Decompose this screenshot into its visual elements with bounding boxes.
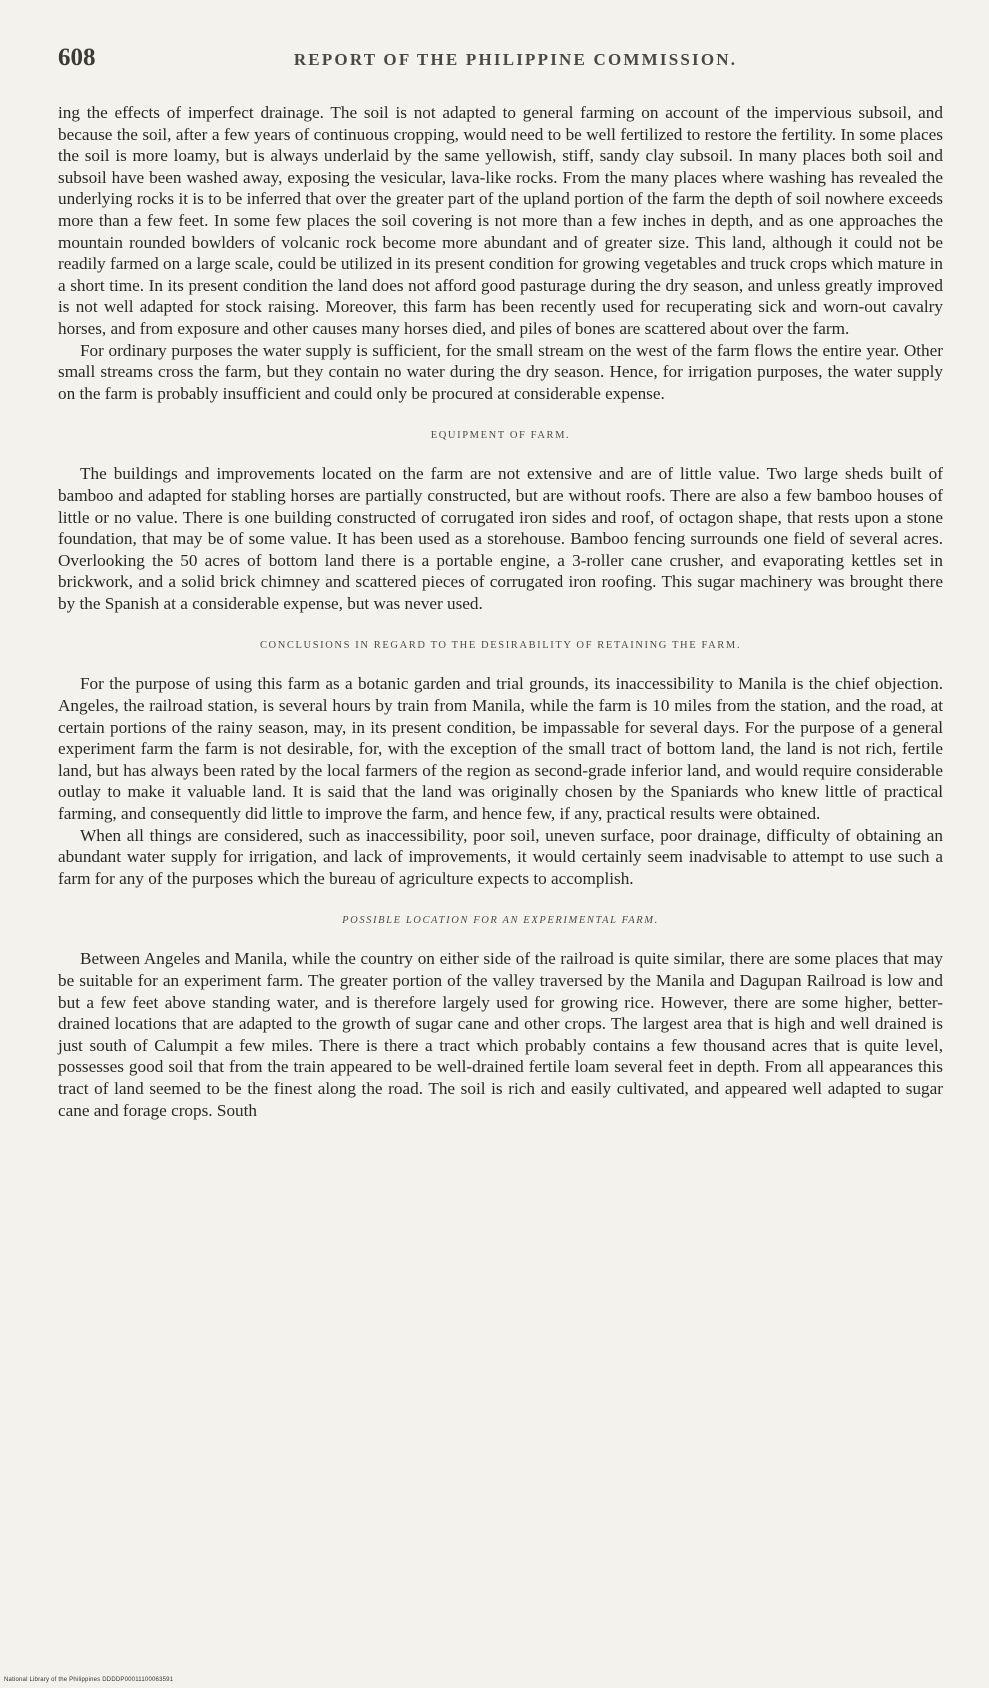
running-head: [58, 44, 943, 78]
paragraph-buildings: The buildings and improvements located on the farm are not extensive and are of little value. Two large sheds built of bamboo and adapted for stabling horses are partially constructed, but are without roofs. There are also a few bamboo houses of little or no value. There is one building constructed of corrugated iron sides and roof, of octagon shape, that rests upon a stone foundation, that may be of some value. It has been used as a storehouse. Bamboo fencing surrounds one field of several acres. Overlooking the 50 acres of bottom land there is a portable engine, a 3-roller cane crusher, and evaporating kettles set in brickwork, and a solid brick chimney and scattered pieces of corrugated iron roofing. This sugar machinery was brought there by the Spanish at a considerable expense, but was never used.: [58, 464, 943, 613]
paragraph-considerations: When all things are considered, such as inaccessibility, poor soil, uneven surface, poor drainage, difficulty of obtaining an abundant water supply for irrigation, and lack of improvements, it would certainly seem inadvisable to attempt to use such a farm for any of the purposes which the bureau of agriculture expects to accomplish.: [58, 825, 943, 888]
scan-credit: National Library of the Philippines DDDDP00011100063591: [4, 1677, 174, 1683]
heading-conclusions: CONCLUSIONS IN REGARD TO THE DESIRABILITY OF RETAINING THE FARM.: [259, 640, 742, 652]
page-number: 608: [58, 44, 96, 71]
paragraph-angeles-manila: Between Angeles and Manila, while the country on either side of the railroad is quite similar, there are some places that may be suitable for an experiment farm. The greater portion of the valley traversed by the Manila and Dagupan Railroad is low and but a few feet above standing water, and is therefore largely used for growing rice. However, there are some higher, better-drained locations that are adapted to the growth of sugar cane and other crops. The largest area that is high and well drained is just south of Calumpit a few miles. There is there a tract which probably contains a few thousand acres that is quite level, possesses good soil that from the train appeared to be well-drained fertile loam several feet in depth. From all appearances this tract of land seemed to be the finest along the road. The soil is rich and easily cultivated, and appeared well adapted to sugar cane and forage crops. South: [58, 949, 943, 1120]
page-body: [58, 102, 943, 1121]
paragraph-botanic-garden: For the purpose of using this farm as a botanic garden and trial grounds, its inaccessibility to Manila is the chief objection. Angeles, the railroad station, is several hours by train from Manila, while the farm is 10 miles from the station, and the road, at certain portions of the rainy season, may, in its present condition, be impassable for several days. For the purpose of a general experiment farm the farm is not desirable, for, with the exception of the small tract of bottom land, the land is not rich, fertile land, but has always been rated by the local farmers of the region as second-grade inferior land, and would require considerable outlay to make it valuable land. It is said that the land was originally chosen by the Spaniards who knew little of practical farming, and consequently did little to improve the farm, and hence few, if any, practical results were obtained.: [58, 674, 943, 824]
paragraph-water-supply: For ordinary purposes the water supply is sufficient, for the small stream on the west of the farm flows the entire year. Other small streams cross the farm, but they contain no water during the dry season. Hence, for irrigation purposes, the water supply on the farm is probably insufficient and could only be procured at considerable expense.: [58, 340, 943, 403]
paragraph-drainage-soil: ing the effects of imperfect drainage. The soil is not adapted to general farming on account of the impervious subsoil, and because the soil, after a few years of continuous cropping, would need to be well fertilized to restore the fertility. In some places the soil is more loamy, but is always underlaid by the same yellowish, stiff, sandy clay subsoil. In many places both soil and subsoil have been washed away, exposing the vesicular, lava-like rocks. From the many places where washing has revealed the underlying rocks it is to be inferred that over the greater part of the upland portion of the farm the depth of soil nowhere exceeds more than a few feet. In some few places the soil covering is not more than a few inches in depth, and as one approaches the mountain rounded bowlders of volcanic rock become more abundant and of greater size. This land, although it could not be readily farmed on a large scale, could be utilized in its present condition for growing vegetables and truck crops which mature in a short time. In its present condition the land does not afford good pasturage during the dry season, and unless greatly improved is not well adapted for stock raising. Moreover, this farm has been recently used for recuperating sick and worn-out cavalry horses, and from exposure and other causes many horses died, and piles of bones are scattered about over the farm.: [58, 103, 943, 338]
running-title: REPORT OF THE PHILIPPINE COMMISSION.: [293, 50, 738, 69]
heading-possible-location: POSSIBLE LOCATION FOR AN EXPERIMENTAL FARM.: [342, 915, 659, 927]
heading-equipment: EQUIPMENT OF FARM.: [430, 430, 571, 442]
